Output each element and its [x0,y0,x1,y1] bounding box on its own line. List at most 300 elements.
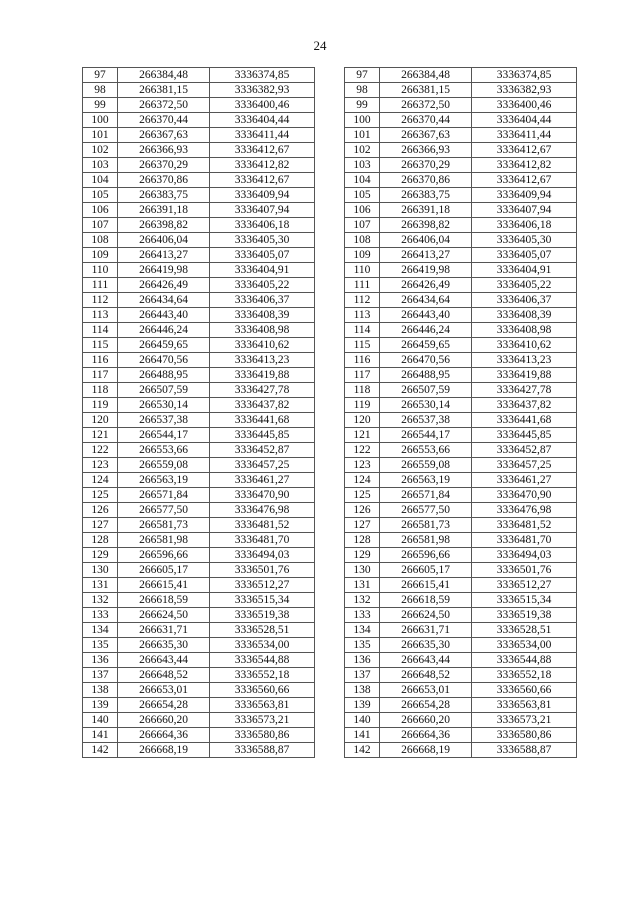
point-number-cell: 111 [345,278,380,293]
y-coordinate-cell: 3336408,39 [210,308,315,323]
x-coordinate-cell: 266664,36 [118,728,210,743]
table-row [345,443,577,458]
x-coordinate-cell: 266370,44 [380,113,472,128]
point-number-cell: 103 [83,158,118,173]
y-coordinate-cell: 3336404,91 [210,263,315,278]
point-number-cell: 131 [345,578,380,593]
table-row [83,398,315,413]
x-coordinate-cell: 266605,17 [380,563,472,578]
table-row [83,668,315,683]
x-coordinate-cell: 266668,19 [380,743,472,758]
table-row [345,473,577,488]
table-row [345,308,577,323]
point-number-cell: 139 [345,698,380,713]
y-coordinate-cell: 3336481,52 [210,518,315,533]
y-coordinate-cell: 3336476,98 [210,503,315,518]
point-number-cell: 137 [345,668,380,683]
y-coordinate-cell: 3336580,86 [472,728,577,743]
y-coordinate-cell: 3336515,34 [210,593,315,608]
x-coordinate-cell: 266660,20 [118,713,210,728]
table-row [345,593,577,608]
table-row [345,458,577,473]
point-number-cell: 111 [83,278,118,293]
x-coordinate-cell: 266648,52 [380,668,472,683]
table-row [345,563,577,578]
y-coordinate-cell: 3336461,27 [210,473,315,488]
point-number-cell: 119 [345,398,380,413]
y-coordinate-cell: 3336452,87 [210,443,315,458]
x-coordinate-cell: 266366,93 [380,143,472,158]
x-coordinate-cell: 266443,40 [380,308,472,323]
x-coordinate-cell: 266596,66 [118,548,210,563]
table-row [83,278,315,293]
y-coordinate-cell: 3336580,86 [210,728,315,743]
y-coordinate-cell: 3336400,46 [472,98,577,113]
x-coordinate-cell: 266537,38 [380,413,472,428]
point-number-cell: 117 [83,368,118,383]
x-coordinate-cell: 266559,08 [380,458,472,473]
y-coordinate-cell: 3336470,90 [210,488,315,503]
y-coordinate-cell: 3336494,03 [210,548,315,563]
x-coordinate-cell: 266635,30 [118,638,210,653]
table-row [345,488,577,503]
point-number-cell: 141 [345,728,380,743]
x-coordinate-cell: 266618,59 [118,593,210,608]
point-number-cell: 121 [83,428,118,443]
point-number-cell: 135 [345,638,380,653]
x-coordinate-cell: 266668,19 [118,743,210,758]
y-coordinate-cell: 3336452,87 [472,443,577,458]
table-row [345,518,577,533]
x-coordinate-cell: 266653,01 [118,683,210,698]
table-row [345,158,577,173]
x-coordinate-cell: 266367,63 [118,128,210,143]
point-number-cell: 136 [345,653,380,668]
x-coordinate-cell: 266507,59 [380,383,472,398]
point-number-cell: 102 [83,143,118,158]
y-coordinate-cell: 3336461,27 [472,473,577,488]
x-coordinate-cell: 266419,98 [118,263,210,278]
y-coordinate-cell: 3336408,39 [472,308,577,323]
point-number-cell: 142 [345,743,380,758]
table-row [83,458,315,473]
point-number-cell: 101 [83,128,118,143]
x-coordinate-cell: 266406,04 [118,233,210,248]
y-coordinate-cell: 3336419,88 [472,368,577,383]
point-number-cell: 141 [83,728,118,743]
table-row [83,488,315,503]
table-row [345,398,577,413]
x-coordinate-cell: 266624,50 [118,608,210,623]
x-coordinate-cell: 266370,86 [118,173,210,188]
x-coordinate-cell: 266370,29 [380,158,472,173]
x-coordinate-cell: 266459,65 [380,338,472,353]
y-coordinate-cell: 3336400,46 [210,98,315,113]
table-row [83,83,315,98]
point-number-cell: 106 [345,203,380,218]
y-coordinate-cell: 3336409,94 [472,188,577,203]
y-coordinate-cell: 3336573,21 [210,713,315,728]
table-row [345,578,577,593]
point-number-cell: 102 [345,143,380,158]
x-coordinate-cell: 266615,41 [118,578,210,593]
point-number-cell: 125 [83,488,118,503]
y-coordinate-cell: 3336544,88 [210,653,315,668]
y-coordinate-cell: 3336413,23 [472,353,577,368]
x-coordinate-cell: 266426,49 [118,278,210,293]
y-coordinate-cell: 3336407,94 [472,203,577,218]
x-coordinate-cell: 266434,64 [380,293,472,308]
y-coordinate-cell: 3336512,27 [210,578,315,593]
point-number-cell: 100 [345,113,380,128]
x-coordinate-cell: 266648,52 [118,668,210,683]
table-row [345,233,577,248]
x-coordinate-cell: 266370,44 [118,113,210,128]
x-coordinate-cell: 266563,19 [118,473,210,488]
x-coordinate-cell: 266631,71 [118,623,210,638]
table-row [83,518,315,533]
point-number-cell: 128 [83,533,118,548]
y-coordinate-cell: 3336544,88 [472,653,577,668]
x-coordinate-cell: 266384,48 [118,68,210,83]
x-coordinate-cell: 266398,82 [380,218,472,233]
y-coordinate-cell: 3336560,66 [210,683,315,698]
point-number-cell: 134 [345,623,380,638]
x-coordinate-cell: 266384,48 [380,68,472,83]
x-coordinate-cell: 266398,82 [118,218,210,233]
point-number-cell: 133 [345,608,380,623]
x-coordinate-cell: 266459,65 [118,338,210,353]
x-coordinate-cell: 266577,50 [118,503,210,518]
x-coordinate-cell: 266615,41 [380,578,472,593]
point-number-cell: 138 [83,683,118,698]
y-coordinate-cell: 3336410,62 [472,338,577,353]
table-row [83,623,315,638]
table-row [83,533,315,548]
y-coordinate-cell: 3336534,00 [210,638,315,653]
point-number-cell: 129 [345,548,380,563]
y-coordinate-cell: 3336405,30 [210,233,315,248]
point-number-cell: 108 [345,233,380,248]
point-number-cell: 132 [345,593,380,608]
x-coordinate-cell: 266544,17 [380,428,472,443]
y-coordinate-cell: 3336512,27 [472,578,577,593]
x-coordinate-cell: 266470,56 [118,353,210,368]
point-number-cell: 118 [83,383,118,398]
y-coordinate-cell: 3336409,94 [210,188,315,203]
table-row [345,113,577,128]
y-coordinate-cell: 3336560,66 [472,683,577,698]
x-coordinate-cell: 266596,66 [380,548,472,563]
table-row [345,128,577,143]
y-coordinate-cell: 3336408,98 [472,323,577,338]
table-row [83,203,315,218]
table-row [83,563,315,578]
y-coordinate-cell: 3336405,07 [472,248,577,263]
x-coordinate-cell: 266654,28 [380,698,472,713]
table-row [345,533,577,548]
y-coordinate-cell: 3336374,85 [472,68,577,83]
table-row [345,248,577,263]
point-number-cell: 115 [83,338,118,353]
x-coordinate-cell: 266530,14 [118,398,210,413]
point-number-cell: 112 [345,293,380,308]
point-number-cell: 122 [83,443,118,458]
point-number-cell: 140 [345,713,380,728]
x-coordinate-cell: 266553,66 [118,443,210,458]
x-coordinate-cell: 266631,71 [380,623,472,638]
x-coordinate-cell: 266366,93 [118,143,210,158]
y-coordinate-cell: 3336405,30 [472,233,577,248]
y-coordinate-cell: 3336457,25 [472,458,577,473]
x-coordinate-cell: 266434,64 [118,293,210,308]
point-number-cell: 140 [83,713,118,728]
table-row [345,713,577,728]
y-coordinate-cell: 3336374,85 [210,68,315,83]
table-row [345,68,577,83]
table-row [83,308,315,323]
y-coordinate-cell: 3336404,44 [210,113,315,128]
x-coordinate-cell: 266419,98 [380,263,472,278]
table-row [83,473,315,488]
point-number-cell: 124 [83,473,118,488]
table-row [345,83,577,98]
x-coordinate-cell: 266643,44 [380,653,472,668]
table-row [83,548,315,563]
y-coordinate-cell: 3336445,85 [210,428,315,443]
y-coordinate-cell: 3336410,62 [210,338,315,353]
point-number-cell: 123 [83,458,118,473]
x-coordinate-cell: 266581,73 [380,518,472,533]
x-coordinate-cell: 266391,18 [118,203,210,218]
point-number-cell: 120 [345,413,380,428]
table-row [345,338,577,353]
table-row [345,608,577,623]
table-row [83,683,315,698]
point-number-cell: 105 [345,188,380,203]
x-coordinate-cell: 266383,75 [118,188,210,203]
point-number-cell: 99 [83,98,118,113]
point-number-cell: 108 [83,233,118,248]
point-number-cell: 132 [83,593,118,608]
y-coordinate-cell: 3336406,18 [472,218,577,233]
table-row [345,293,577,308]
table-row [345,353,577,368]
point-number-cell: 120 [83,413,118,428]
y-coordinate-cell: 3336411,44 [210,128,315,143]
point-number-cell: 109 [345,248,380,263]
page-number: 24 [313,38,327,53]
table-row [83,173,315,188]
y-coordinate-cell: 3336476,98 [472,503,577,518]
y-coordinate-cell: 3336411,44 [472,128,577,143]
x-coordinate-cell: 266367,63 [380,128,472,143]
y-coordinate-cell: 3336563,81 [210,698,315,713]
table-row [83,248,315,263]
point-number-cell: 128 [345,533,380,548]
x-coordinate-cell: 266507,59 [118,383,210,398]
y-coordinate-cell: 3336407,94 [210,203,315,218]
x-coordinate-cell: 266553,66 [380,443,472,458]
point-number-cell: 104 [345,173,380,188]
table-row [345,143,577,158]
y-coordinate-cell: 3336412,67 [210,173,315,188]
x-coordinate-cell: 266413,27 [118,248,210,263]
y-coordinate-cell: 3336515,34 [472,593,577,608]
y-coordinate-cell: 3336412,82 [210,158,315,173]
point-number-cell: 130 [345,563,380,578]
y-coordinate-cell: 3336437,82 [210,398,315,413]
point-number-cell: 98 [345,83,380,98]
table-row [345,548,577,563]
x-coordinate-cell: 266488,95 [380,368,472,383]
x-coordinate-cell: 266413,27 [380,248,472,263]
y-coordinate-cell: 3336481,52 [472,518,577,533]
table-row [83,368,315,383]
point-number-cell: 127 [83,518,118,533]
table-row [83,743,315,758]
table-row [83,143,315,158]
point-number-cell: 106 [83,203,118,218]
point-number-cell: 105 [83,188,118,203]
table-row [345,623,577,638]
table-row [345,413,577,428]
table-row [83,113,315,128]
table-row [83,503,315,518]
y-coordinate-cell: 3336405,22 [210,278,315,293]
x-coordinate-cell: 266370,86 [380,173,472,188]
x-coordinate-cell: 266426,49 [380,278,472,293]
point-number-cell: 122 [345,443,380,458]
y-coordinate-cell: 3336501,76 [210,563,315,578]
y-coordinate-cell: 3336382,93 [210,83,315,98]
table-row [345,203,577,218]
table-row [345,188,577,203]
point-number-cell: 139 [83,698,118,713]
point-number-cell: 110 [83,263,118,278]
table-row [83,233,315,248]
y-coordinate-cell: 3336406,37 [210,293,315,308]
y-coordinate-cell: 3336441,68 [472,413,577,428]
table-row [345,503,577,518]
table-row [83,608,315,623]
x-coordinate-cell: 266653,01 [380,683,472,698]
x-coordinate-cell: 266372,50 [118,98,210,113]
x-coordinate-cell: 266654,28 [118,698,210,713]
y-coordinate-cell: 3336494,03 [472,548,577,563]
x-coordinate-cell: 266406,04 [380,233,472,248]
y-coordinate-cell: 3336588,87 [472,743,577,758]
point-number-cell: 121 [345,428,380,443]
x-coordinate-cell: 266571,84 [118,488,210,503]
point-number-cell: 131 [83,578,118,593]
table-row [345,98,577,113]
point-number-cell: 119 [83,398,118,413]
table-row [83,128,315,143]
table-row [345,218,577,233]
x-coordinate-cell: 266470,56 [380,353,472,368]
y-coordinate-cell: 3336405,07 [210,248,315,263]
point-number-cell: 116 [345,353,380,368]
table-row [345,428,577,443]
table-row [83,218,315,233]
y-coordinate-cell: 3336534,00 [472,638,577,653]
x-coordinate-cell: 266372,50 [380,98,472,113]
x-coordinate-cell: 266530,14 [380,398,472,413]
x-coordinate-cell: 266381,15 [118,83,210,98]
y-coordinate-cell: 3336501,76 [472,563,577,578]
table-row [345,653,577,668]
table-row [83,728,315,743]
y-coordinate-cell: 3336588,87 [210,743,315,758]
point-number-cell: 129 [83,548,118,563]
point-number-cell: 104 [83,173,118,188]
point-number-cell: 125 [345,488,380,503]
point-number-cell: 126 [345,503,380,518]
x-coordinate-cell: 266664,36 [380,728,472,743]
x-coordinate-cell: 266488,95 [118,368,210,383]
table-row [345,698,577,713]
table-row [83,413,315,428]
x-coordinate-cell: 266443,40 [118,308,210,323]
y-coordinate-cell: 3336481,70 [210,533,315,548]
x-coordinate-cell: 266381,15 [380,83,472,98]
point-number-cell: 113 [83,308,118,323]
y-coordinate-cell: 3336406,18 [210,218,315,233]
y-coordinate-cell: 3336441,68 [210,413,315,428]
x-coordinate-cell: 266577,50 [380,503,472,518]
x-coordinate-cell: 266544,17 [118,428,210,443]
x-coordinate-cell: 266563,19 [380,473,472,488]
table-row [83,353,315,368]
point-number-cell: 109 [83,248,118,263]
y-coordinate-cell: 3336470,90 [472,488,577,503]
y-coordinate-cell: 3336481,70 [472,533,577,548]
y-coordinate-cell: 3336413,23 [210,353,315,368]
table-row [83,338,315,353]
table-body [345,68,577,758]
x-coordinate-cell: 266643,44 [118,653,210,668]
table-row [83,638,315,653]
y-coordinate-cell: 3336457,25 [210,458,315,473]
table-body [83,68,315,758]
y-coordinate-cell: 3336406,37 [472,293,577,308]
table-row [83,293,315,308]
y-coordinate-cell: 3336412,82 [472,158,577,173]
table-row [345,638,577,653]
point-number-cell: 97 [345,68,380,83]
table-row [345,383,577,398]
point-number-cell: 135 [83,638,118,653]
y-coordinate-cell: 3336563,81 [472,698,577,713]
table-row [345,323,577,338]
point-number-cell: 136 [83,653,118,668]
point-number-cell: 123 [345,458,380,473]
table-row [83,383,315,398]
table-row [83,98,315,113]
table-row [83,68,315,83]
y-coordinate-cell: 3336412,67 [472,173,577,188]
table-row [345,668,577,683]
point-number-cell: 107 [83,218,118,233]
coordinates-table-left [82,67,315,758]
table-row [345,728,577,743]
y-coordinate-cell: 3336552,18 [210,668,315,683]
x-coordinate-cell: 266618,59 [380,593,472,608]
x-coordinate-cell: 266446,24 [380,323,472,338]
x-coordinate-cell: 266581,98 [118,533,210,548]
point-number-cell: 130 [83,563,118,578]
